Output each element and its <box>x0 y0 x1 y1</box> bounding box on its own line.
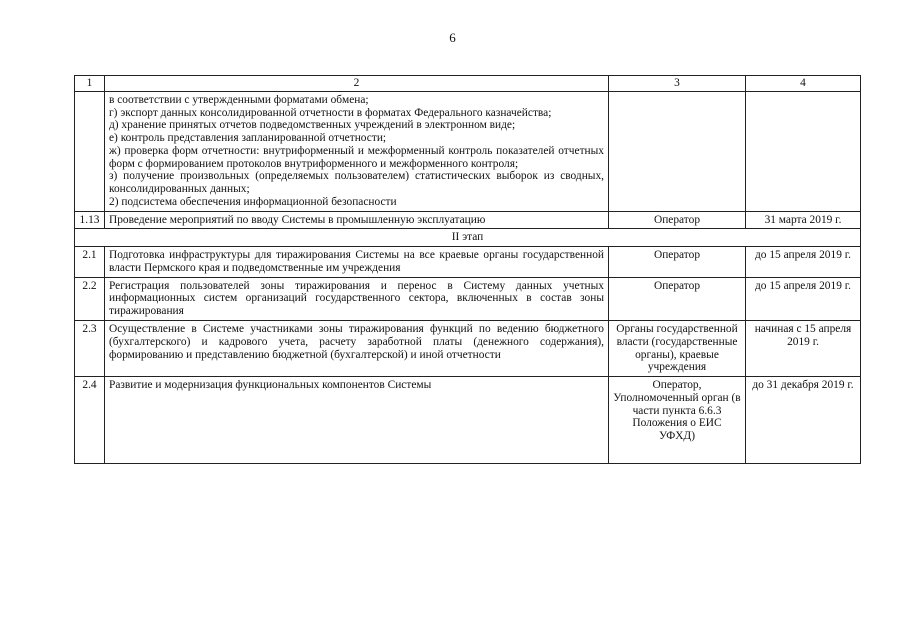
header-col-1: 1 <box>75 76 105 92</box>
header-col-4: 4 <box>746 76 861 92</box>
row-deadline: до 15 апреля 2019 г. <box>746 247 861 278</box>
page-number: 6 <box>449 30 456 45</box>
row-executor: Органы государственной власти (государственные органы), краевые учреждения <box>609 321 746 377</box>
table-row-continued <box>75 91 861 211</box>
row-number-cell <box>75 91 105 211</box>
deadline-cell <box>746 91 861 211</box>
row-deadline: до 31 декабря 2019 г. <box>746 377 861 464</box>
row-text: Проведение мероприятий по вводу Системы в промышленную эксплуатацию <box>105 211 609 229</box>
row-deadline: 31 марта 2019 г. <box>746 211 861 229</box>
table-row-2-2 <box>75 277 861 320</box>
list-item: з) получение произвольных (определяемых пользователем) статистических выборок из сводных, консолидированных данных; <box>109 170 604 196</box>
list-item: е) контроль представления запланированной отчетности; <box>109 132 387 145</box>
stage-heading: II этап <box>75 229 861 247</box>
header-row <box>75 76 861 92</box>
row-deadline: начиная с 15 апреля 2019 г. <box>746 321 861 377</box>
row-number: 1.13 <box>75 211 105 229</box>
list-item: г) экспорт данных консолидированной отчетности в форматах Федерального казначейства; <box>109 106 552 119</box>
row-executor: Оператор <box>609 277 746 320</box>
stage-row <box>75 229 861 247</box>
table-row-2-1 <box>75 247 861 278</box>
row-number: 2.3 <box>75 321 105 377</box>
row-deadline: до 15 апреля 2019 г. <box>746 277 861 320</box>
row-text: Подготовка инфраструктуры для тиражирования Системы на все краевые органы государственной власти Пермского края и подведомственные им учреждения <box>105 247 609 278</box>
row-number: 2.2 <box>75 277 105 320</box>
row-text: Развитие и модернизация функциональных компонентов Системы <box>105 377 609 464</box>
plan-table <box>74 75 861 464</box>
table-row-2-4 <box>75 377 861 464</box>
table-row-1-13 <box>75 211 861 229</box>
table-row-2-3 <box>75 321 861 377</box>
row-executor: Оператор, Уполномоченный орган (в части пункта 6.6.3 Положения о ЕИС УФХД) <box>609 377 746 464</box>
list-item: д) хранение принятых отчетов подведомственных учреждений в электронном виде; <box>109 119 516 132</box>
row-executor: Оператор <box>609 211 746 229</box>
row-text: Осуществление в Системе участниками зоны тиражирования функций по ведению бюджетного (бухгалтерского) и кадрового учета, расчету заработной платы (денежного содержания), формированию и представлению бюджетной (бухгалтерской) и иной отчетности <box>105 321 609 377</box>
row-number: 2.1 <box>75 247 105 278</box>
row-executor: Оператор <box>609 247 746 278</box>
continued-text-cell <box>105 91 609 211</box>
header-col-2: 2 <box>105 76 609 92</box>
list-item: 2) подсистема обеспечения информационной безопасности <box>109 195 397 208</box>
executor-cell <box>609 91 746 211</box>
header-col-3: 3 <box>609 76 746 92</box>
row-text: Регистрация пользователей зоны тиражирования и перенос в Систему данных учетных информационных систем организаций государственного сектора, включенных в состав зоны тиражирования <box>105 277 609 320</box>
list-item: в соответствии с утвержденными форматами обмена; <box>109 93 369 106</box>
row-number: 2.4 <box>75 377 105 464</box>
list-item: ж) проверка форм отчетности: внутриформенный и межформенный контроль показателей отчетных форм с формированием протоколов внутриформенного и межформенного контроля; <box>109 144 604 170</box>
